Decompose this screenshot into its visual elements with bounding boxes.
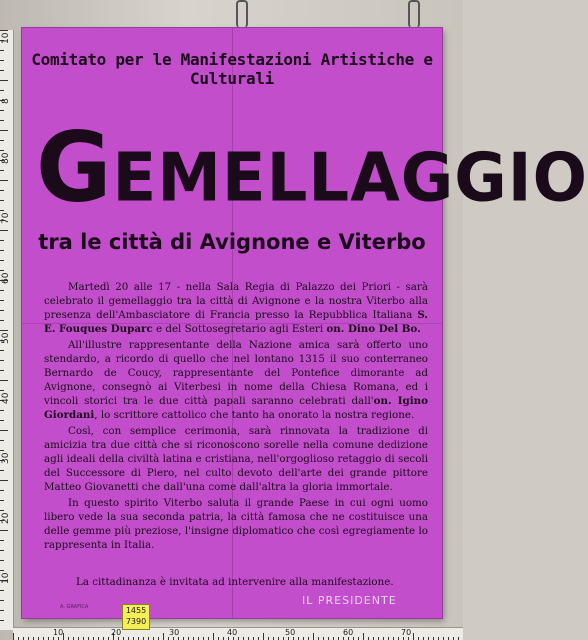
binder-clip-icon [236, 0, 248, 28]
ruler-tick [0, 380, 8, 381]
ruler-tick [0, 480, 8, 481]
ruler-tick [0, 260, 4, 261]
ruler-tick [0, 300, 4, 301]
ruler-number: 30 [1, 452, 11, 464]
ruler-tick [0, 250, 4, 251]
ruler-tick [0, 190, 4, 191]
ruler-number: 10 [1, 32, 11, 44]
paragraph-3: Così, con semplice cerimonia, sarà rinnovata la tradizione di amicizia tra due città che si riconoscono sorelle nella comune dedizione agli ideali della civiltà latina e cristiana, nell'orgoglioso retaggio di secoli del Successore di Piero, nel culto devoto dell'arte dei grande pittore Matteo Giovanetti che dall'una come dall'altra la gloria immortale. [44, 425, 428, 493]
ruler-tick [0, 270, 4, 271]
ruler-number: 50 [285, 628, 296, 637]
ruler-tick [0, 320, 4, 321]
p2-text: , lo scrittore cattolico che tanto ha onorato la nostra regione. [94, 409, 415, 421]
p1-text: e del Sottosegretario agli Esteri [152, 323, 327, 335]
invitation-line: La cittadinanza è invitata ad intervenire alla manifestazione. [76, 576, 394, 588]
paragraph-1 [44, 280, 428, 336]
ruler-number: 60 [343, 628, 354, 637]
ruler-tick [0, 360, 4, 361]
p2-text: All'illustre rappresentante della Nazione amica sarà offerto uno stendardo, a ricordo di quello che nel lontano 1315 il suo conterraneo Bernardo de Coucy, rappresentante del Pontefice dimorante ad Avignone, consegnò ai Viterbesi in nome della Chiesa Romana, ed i vincoli storici tra le due città papali saranno celebrati dall' [44, 339, 428, 407]
label-line: 7390 [125, 617, 147, 626]
ruler-number: 40 [1, 392, 11, 404]
ruler-tick [0, 450, 4, 451]
ruler-tick [0, 570, 4, 571]
ruler-number: 20 [111, 628, 122, 637]
ruler-tick [0, 30, 8, 31]
ruler-tick [0, 90, 4, 91]
archive-label [122, 604, 150, 630]
ruler-tick [0, 180, 8, 181]
ruler-tick [0, 540, 4, 541]
ruler-tick [0, 70, 4, 71]
ruler-tick [0, 590, 4, 591]
undersecretary-name: on. Dino Del Bo. [326, 323, 421, 335]
ruler-number: 60 [1, 272, 11, 284]
poster-title [36, 111, 588, 224]
ruler-tick [0, 330, 8, 331]
binder-clip-icon [408, 0, 420, 28]
ruler-number: 30 [169, 628, 180, 637]
ruler-tick [213, 633, 214, 640]
ruler-tick [0, 620, 4, 621]
ruler-tick [0, 230, 8, 231]
ruler-tick [0, 470, 4, 471]
ruler-tick [0, 560, 4, 561]
ruler-tick [0, 150, 4, 151]
ruler-number: 70 [401, 628, 412, 637]
ruler-tick [413, 633, 414, 640]
ruler-tick [0, 50, 4, 51]
paragraph-4: In questo spirito Viterbo saluta il grande Paese in cui ogni uomo libero vede la sua seconda patria, la città famosa che ne costituisce una delle gemme più preziose, l'insigne diplomatico che così egregiamente lo rappresenta in Italia. [44, 497, 428, 551]
ruler-tick [0, 110, 4, 111]
poster-body [44, 280, 428, 554]
poster-sheet [22, 28, 588, 618]
ruler-number: 40 [227, 628, 238, 637]
ruler-tick [0, 410, 4, 411]
speaker-name: on. Igino Giordani [44, 395, 429, 421]
ruler-tick [363, 633, 364, 640]
ruler-tick [0, 610, 4, 611]
printer-mark: A. GRAFICA [60, 604, 89, 610]
ruler-number: 70 [1, 212, 11, 224]
ruler-tick [263, 633, 264, 640]
paragraph-2 [44, 338, 428, 422]
ruler-number: 80 [1, 152, 11, 164]
ruler-tick [0, 210, 4, 211]
ruler-tick [0, 120, 4, 121]
label-line: 1455 [125, 606, 147, 615]
title-initial: G [36, 111, 113, 224]
ruler-tick [0, 350, 4, 351]
ruler-number: 20 [1, 512, 11, 524]
ruler-tick [0, 550, 4, 551]
ambassador-name: S. E. Fouques Duparc [44, 309, 428, 335]
ruler-tick [0, 370, 4, 371]
ruler-tick [0, 500, 4, 501]
ruler-tick [0, 130, 8, 131]
ruler-tick [13, 633, 14, 640]
ruler-tick [0, 240, 4, 241]
ruler-tick [0, 60, 4, 61]
ruler-tick [0, 490, 4, 491]
committee-heading: Comitato per le Manifestazioni Artistiche e Culturali [31, 50, 433, 88]
poster-subtitle: tra le città di Avignone e Viterbo [38, 230, 426, 254]
ruler-tick [0, 290, 4, 291]
ruler-tick [0, 420, 4, 421]
ruler-tick [0, 600, 4, 601]
ruler-tick [0, 80, 8, 81]
ruler-tick [0, 530, 8, 531]
bottom-ruler [13, 627, 463, 640]
signature: IL PRESIDENTE [302, 594, 397, 607]
ruler-tick [0, 510, 4, 511]
ruler-tick [0, 430, 8, 431]
ruler-number: 50 [1, 332, 11, 344]
ruler-tick [0, 200, 4, 201]
left-ruler [0, 30, 14, 630]
ruler-number: 10 [1, 572, 11, 584]
ruler-tick [0, 440, 4, 441]
ruler-tick [0, 390, 4, 391]
ruler-tick [313, 633, 314, 640]
ruler-tick [0, 170, 4, 171]
ruler-number: 10 [53, 628, 64, 637]
p1-text: Martedì 20 alle 17 - nella Sala Regia di Palazzo dei Priori - sarà celebrato il gemellaggio tra la città di Avignone e la nostra Viterbo alla presenza dell'Ambasciatore di Francia presso la Repubblica Italiana [44, 281, 428, 321]
ruler-tick [0, 310, 4, 311]
ruler-tick [163, 633, 164, 640]
title-rest: EMELLAGGIO [112, 139, 588, 218]
ruler-number: 8 [1, 98, 11, 104]
ruler-tick [0, 140, 4, 141]
